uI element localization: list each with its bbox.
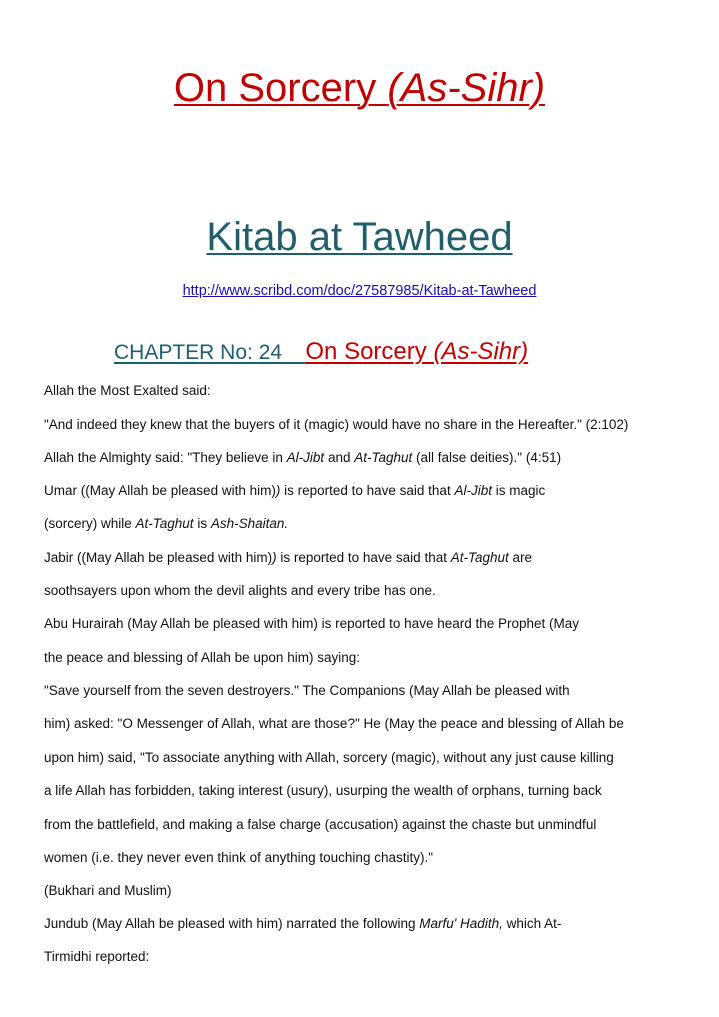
document-title bbox=[0, 64, 719, 112]
source-link[interactable]: http://www.scribd.com/doc/27587985/Kitab-at-Tawheed bbox=[182, 283, 537, 299]
chapter-label: CHAPTER No: 24 bbox=[114, 341, 306, 364]
text-line bbox=[44, 482, 545, 500]
text-line bbox=[44, 948, 149, 966]
text-segment: "Save yourself from the seven destroyers." The Companions (May Allah be pleased with bbox=[44, 683, 570, 698]
text-line bbox=[44, 649, 360, 667]
text-line bbox=[44, 549, 532, 567]
text-line bbox=[44, 715, 624, 733]
italic-segment: ) bbox=[275, 483, 281, 498]
text-segment: (sorcery) while bbox=[44, 516, 136, 531]
chapter-title bbox=[305, 338, 528, 365]
text-segment: (all false deities)." (4:51) bbox=[412, 450, 562, 465]
text-line bbox=[44, 882, 172, 900]
text-line bbox=[44, 615, 579, 633]
text-segment: Jabir ((May Allah be pleased with him) bbox=[44, 550, 273, 565]
text-segment: from the battlefield, and making a false charge (accusation) against the chaste but unmindful bbox=[44, 817, 597, 832]
text-line bbox=[44, 782, 602, 800]
book-title: Kitab at Tawheed bbox=[206, 215, 513, 259]
text-segment: Allah the Most Exalted said: bbox=[44, 383, 211, 398]
text-segment: is magic bbox=[491, 483, 546, 498]
chapter-heading bbox=[114, 336, 528, 371]
text-line bbox=[44, 849, 433, 867]
text-segment: is reported to have said that bbox=[276, 550, 451, 565]
text-segment: is bbox=[193, 516, 211, 531]
italic-segment: At-Taghut bbox=[450, 550, 509, 565]
text-line bbox=[44, 915, 561, 933]
text-segment: upon him) said, "To associate anything with Allah, sorcery (magic), without any just cause killing bbox=[44, 750, 614, 765]
italic-segment: Al-Jibt bbox=[454, 483, 492, 498]
italic-segment: Ash-Shaitan. bbox=[210, 516, 289, 531]
text-segment: (Bukhari and Muslim) bbox=[44, 883, 172, 898]
italic-segment: Marfu' Hadith, bbox=[419, 916, 503, 931]
text-segment: "And indeed they knew that the buyers of it (magic) would have no share in the Hereafter." (2:102) bbox=[44, 417, 629, 432]
text-segment: which At- bbox=[502, 916, 562, 931]
text-segment: Umar ((May Allah be pleased with him) bbox=[44, 483, 276, 498]
document-title-italic: (As-Sihr) bbox=[387, 66, 546, 110]
document-title-main: On Sorcery bbox=[173, 66, 388, 110]
italic-segment: ) bbox=[272, 550, 277, 565]
text-line bbox=[44, 382, 211, 400]
text-segment: Allah the Almighty said: "They believe in bbox=[44, 450, 287, 465]
text-segment: women (i.e. they never even think of anything touching chastity)." bbox=[44, 850, 434, 865]
italic-segment: At-Taghut bbox=[354, 450, 413, 465]
text-line bbox=[44, 416, 628, 434]
text-segment: is reported to have said that bbox=[280, 483, 455, 498]
italic-segment: Al-Jibt bbox=[286, 450, 325, 465]
text-segment: a life Allah has forbidden, taking interest (usury), usurping the wealth of orphans, turning back bbox=[44, 783, 602, 798]
text-line bbox=[44, 749, 614, 767]
text-segment: Abu Hurairah (May Allah be pleased with him) is reported to have heard the Prophet (May bbox=[44, 616, 580, 631]
text-line bbox=[44, 449, 561, 467]
text-segment: and bbox=[324, 450, 355, 465]
text-line bbox=[44, 582, 436, 600]
text-segment: soothsayers upon whom the devil alights and every tribe has one. bbox=[44, 583, 436, 598]
text-segment: Tirmidhi reported: bbox=[44, 949, 150, 964]
text-segment: are bbox=[508, 550, 533, 565]
text-line bbox=[44, 816, 596, 834]
italic-segment: At-Taghut bbox=[135, 516, 194, 531]
text-segment: the peace and blessing of Allah be upon him) saying: bbox=[44, 650, 360, 665]
text-line bbox=[44, 682, 570, 700]
text-line bbox=[44, 515, 288, 533]
chapter-title-main: On Sorcery bbox=[305, 338, 434, 365]
text-segment: Jundub (May Allah be pleased with him) narrated the following bbox=[44, 916, 420, 931]
chapter-title-italic: (As-Sihr) bbox=[433, 338, 529, 365]
text-segment: him) asked: "O Messenger of Allah, what are those?" He (May the peace and blessing of Allah be bbox=[44, 716, 624, 731]
